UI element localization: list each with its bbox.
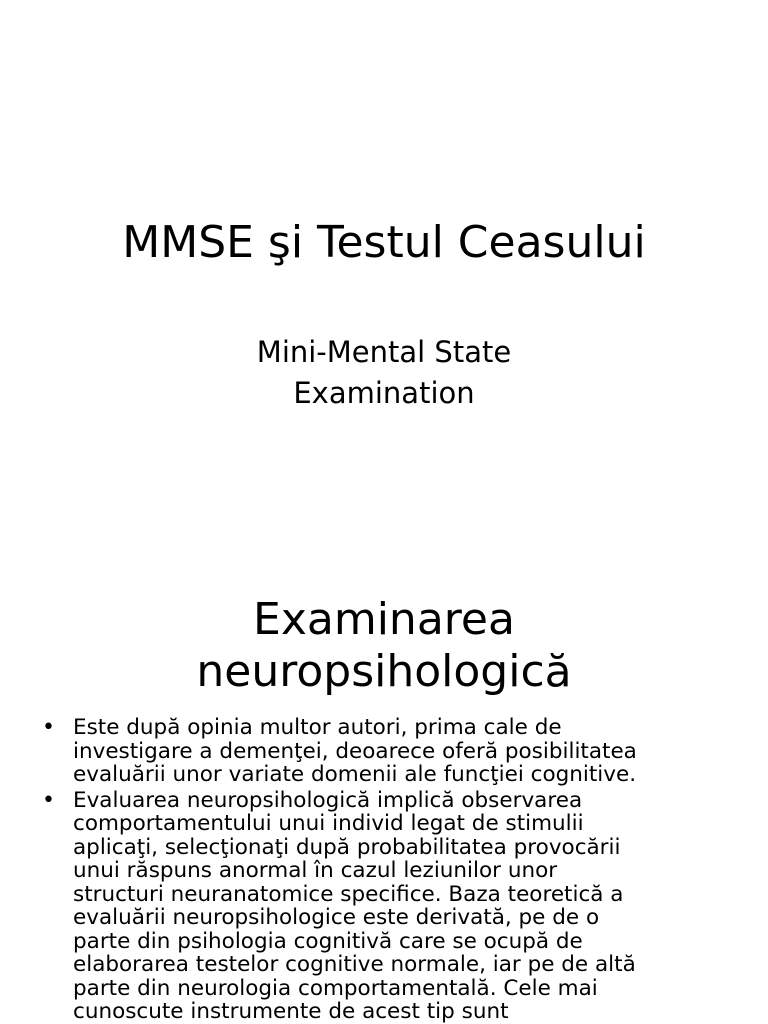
- slide-2: [0, 576, 768, 1024]
- bullet-list: [38, 716, 738, 1024]
- bullet-line: investigare a demenţei, deoarece oferă posibilitatea: [73, 738, 637, 764]
- slide-title: [0, 594, 768, 698]
- bullet-item: [38, 789, 738, 1024]
- subtitle-line: Mini-Mental State: [256, 335, 512, 369]
- bullet-line: Este după opinia multor autori, prima cale de: [73, 715, 562, 740]
- slide-subtitle: [0, 332, 768, 414]
- bullet-line: comportamentului unui individ legat de stimulii: [73, 811, 584, 836]
- bullet-line: unui răspuns anormal în cazul leziunilor unor: [73, 858, 558, 883]
- subtitle-line: Examination: [293, 376, 475, 410]
- slide-title: MMSE şi Testul Ceasului: [122, 217, 646, 268]
- bullet-line: Evaluarea neuropsihologică implică observarea: [73, 787, 583, 813]
- bullet-text: [73, 789, 738, 1024]
- bullet-text: [73, 716, 738, 787]
- bullet-line: elaborarea testelor cognitive normale, iar pe de altă: [73, 952, 636, 977]
- bullet-line: evaluării unor variate domenii ale funcţiei cognitive.: [73, 762, 637, 787]
- bullet-line: parte din neurologia comportamentală. Cele mai: [73, 975, 598, 1001]
- bullet-marker: •: [42, 715, 55, 740]
- bullet-line: aplicaţi, selecţionaţi după probabilitatea provocării: [73, 834, 621, 860]
- title-line: Examinarea: [253, 594, 515, 645]
- bullet-item: [38, 716, 738, 787]
- bullet-line: evaluării neuropsihologice este derivată, pe de o: [73, 905, 600, 930]
- bullet-line: cunoscute instrumente de acest tip sunt: [73, 999, 509, 1024]
- bullet-marker: •: [42, 787, 55, 813]
- bullet-line: structuri neuranatomice specifice. Baza teoretică a: [73, 881, 624, 907]
- title-line: neuropsihologică: [196, 646, 572, 697]
- bullet-line: parte din psihologia cognitivă care se ocupă de: [73, 928, 583, 954]
